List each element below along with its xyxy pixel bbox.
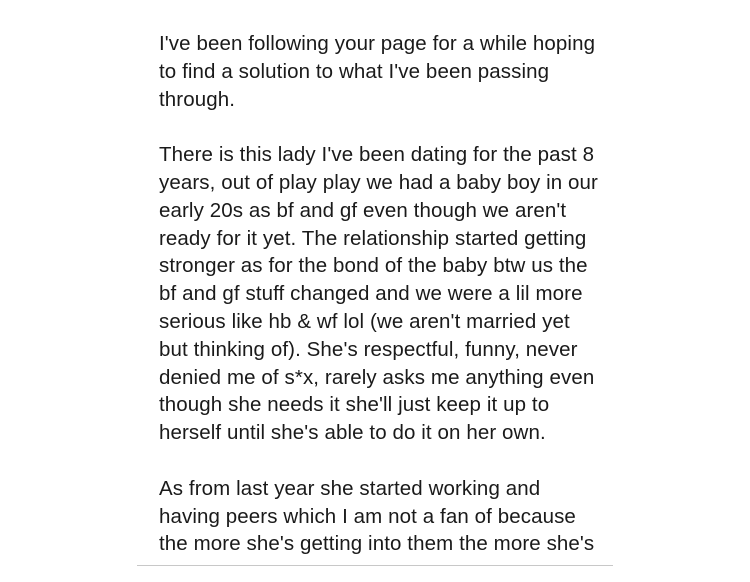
text-line: early 20s as bf and gf even though we aren't: [159, 198, 567, 222]
text-line: though she needs it she'll just keep it up to: [159, 393, 550, 417]
text-line: As from last year she started working and: [159, 476, 541, 500]
post-body: [159, 30, 609, 558]
paragraph-gap: [159, 113, 609, 141]
text-line: I've been following your page for a while hoping: [159, 32, 596, 55]
paragraph-3: [159, 475, 609, 558]
text-line: stronger as for the bond of the baby btw us the: [159, 254, 588, 278]
text-line: serious like hb & wf lol (we aren't married yet: [159, 309, 570, 333]
text-line: the more she's getting into them the more she's: [159, 532, 595, 556]
text-line: bf and gf stuff changed and we were a lil more: [159, 282, 583, 306]
text-line: herself until she's able to do it on her own.: [159, 421, 546, 445]
text-line: ready for it yet. The relationship started getting: [159, 226, 587, 250]
text-line: having peers which I am not a fan of because: [159, 504, 576, 528]
paragraph-1: [159, 30, 609, 113]
text-line: but thinking of). She's respectful, funny, never: [159, 337, 578, 361]
paragraph-2: [159, 141, 609, 447]
text-line: to find a solution to what I've been passing: [159, 59, 550, 83]
text-line: years, out of play play we had a baby boy in our: [159, 170, 598, 194]
bottom-margin: [0, 566, 750, 582]
text-line: There is this lady I've been dating for the past 8: [159, 143, 595, 167]
paragraph-gap: [159, 447, 609, 475]
text-line: through.: [159, 87, 236, 111]
text-line: denied me of s*x, rarely asks me anything even: [159, 365, 595, 389]
